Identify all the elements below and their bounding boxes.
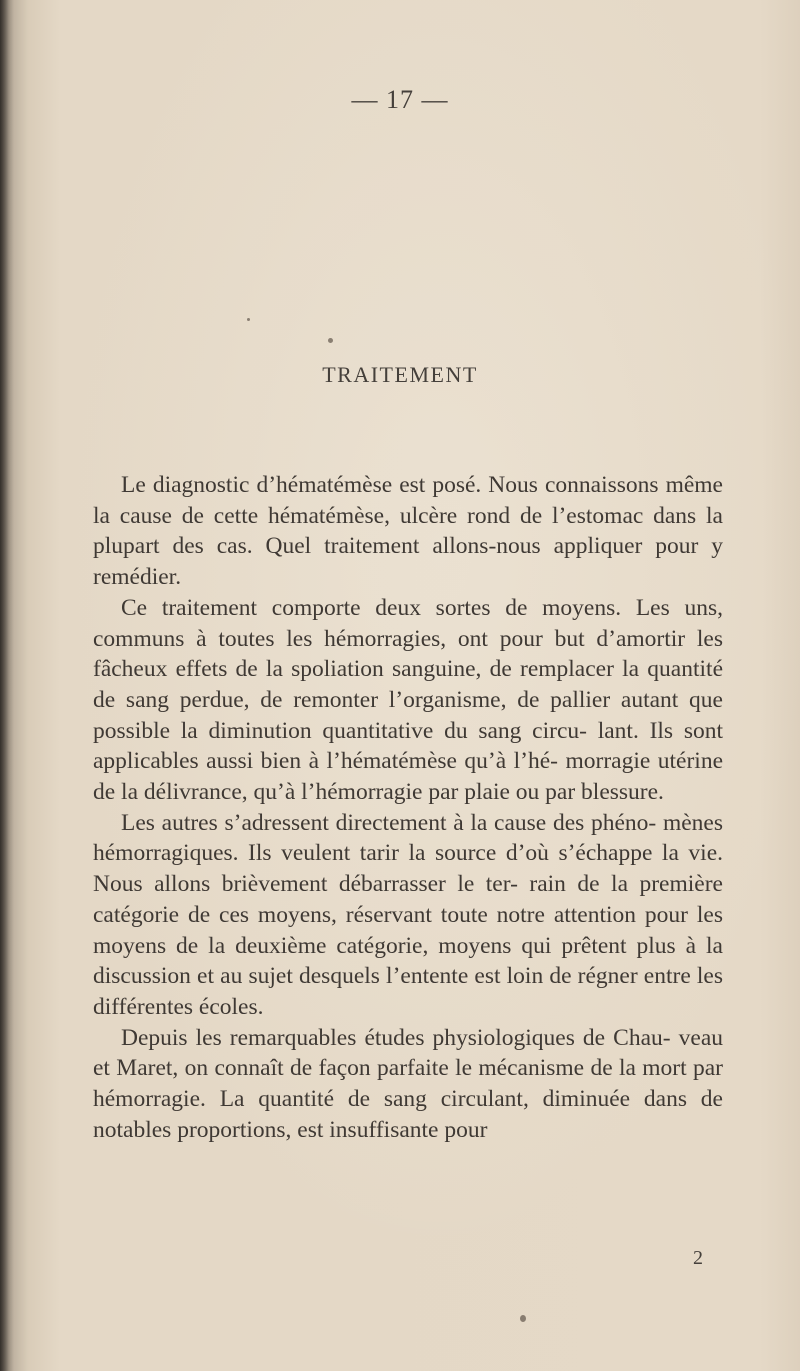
ink-speck: [520, 1315, 526, 1322]
binding-shadow: [0, 0, 14, 1371]
page-number: — 17 —: [351, 85, 449, 114]
paragraph-3: Les autres s’adressent directement à la cause des phéno- mènes hémorragiques. Ils veulent tarir la source d’où s’échappe la vie. Nous allons brièvement débarrasser le ter- rain de la première catégorie de ces moyens, réservant toute notre attention pour les moyens de la deuxième catégorie, moyens qui prêtent plus à la discussion et au sujet desquels l’entente est loin de régner entre les différentes écoles.: [93, 809, 723, 1020]
signature-mark: 2: [693, 1247, 703, 1269]
paragraph-2: Ce traitement comporte deux sortes de moyens. Les uns, communs à toutes les hémorragies, ont pour but d’amortir les fâcheux effets de la spoliation sanguine, de remplacer la quantité de sang perdue, de remonter l’organisme, de pallier autant que possible la diminution quantitative du sang circu- lant. Ils sont applicables aussi bien à l’hématémèse qu’à l’hé- morragie utérine de la délivrance, qu’à l’hémorragie par plaie ou par blessure.: [93, 594, 723, 806]
ink-speck: [247, 318, 250, 321]
section-title: TRAITEMENT: [322, 362, 478, 387]
paragraph-1: Le diagnostic d’hématémèse est posé. Nous connaissons même la cause de cette hématémèse, ulcère rond de l’estomac dans la plupart des cas. Quel traitement allons-nous appliquer pour y remédier.: [93, 472, 723, 591]
body-text: [93, 470, 723, 1145]
paragraph-4: Depuis les remarquables études physiologiques de Chau- veau et Maret, on connaît de façon parfaite le mécanisme de la mort par hémorragie. La quantité de sang circulant, diminuée dans de notables proportions, est insuffisante pour: [93, 1024, 723, 1143]
ink-speck: [328, 338, 333, 343]
